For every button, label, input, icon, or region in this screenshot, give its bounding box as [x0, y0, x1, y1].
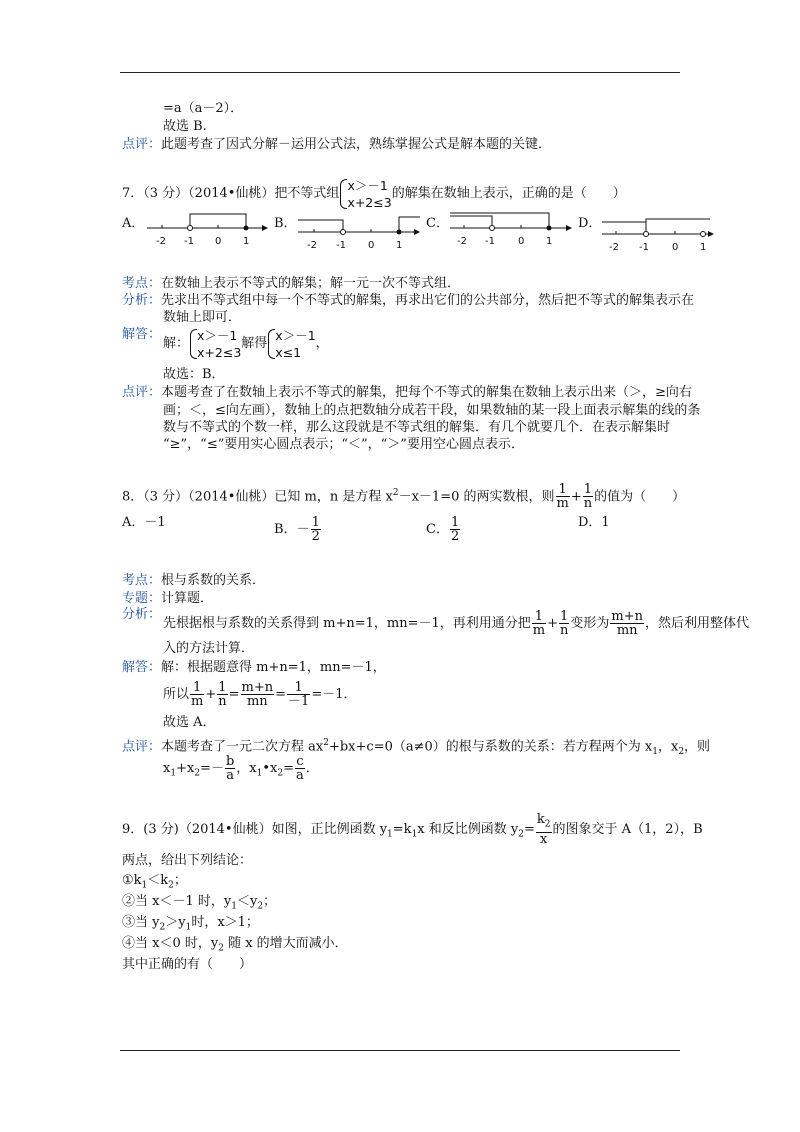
jieda-label: 解答： — [122, 660, 162, 675]
sub: 2 — [678, 746, 685, 757]
frac-1m — [532, 610, 546, 637]
q7-dianping-4: “≥”，“≤”要用实心圆点表示；“＜”，“＞”要用空心圆点表示． — [163, 437, 524, 452]
plus: + — [205, 687, 217, 702]
num: 1 — [218, 680, 227, 695]
q9-stem-post: 的图象交于 A（1，2），B — [552, 822, 703, 837]
tick-label: -2 — [457, 236, 467, 247]
c4a: ④当 x＜0 时，y — [122, 936, 219, 951]
den: n — [218, 694, 227, 709]
axis-arrow — [708, 231, 714, 237]
den: m — [191, 694, 204, 709]
comment-text: 此题考查了因式分解－运用公式法，熟练掌握公式是解本题的关键． — [161, 137, 552, 152]
q9-stem — [122, 812, 703, 853]
q7-dianping-3: 数与不等式的个数一样，那么这段就是不等式组的解集．有几个就要几个．在表示解集时 — [163, 420, 671, 435]
den: n — [560, 623, 569, 638]
open-dot — [490, 226, 495, 231]
q8-jieda-2 — [163, 680, 356, 710]
dp-pre: 本题考查了一元二次方程 ax — [161, 739, 324, 755]
sys-a-2: x+2≤3 — [197, 344, 242, 360]
c4b: 随 x 的增大而减小． — [223, 936, 348, 951]
frac — [450, 516, 460, 543]
solid-dot — [397, 230, 402, 235]
dot: ． — [305, 761, 319, 776]
q8-option-a: A．－1 — [122, 515, 166, 530]
q7-option-b-numberline — [296, 212, 426, 252]
sign: － — [296, 522, 310, 537]
solid-dot — [244, 226, 249, 231]
q7-option-c-numberline — [448, 208, 578, 248]
jieda-label: 解答： — [122, 327, 162, 342]
q8-stem-mid: －x－1=0 的两实数根，则 — [398, 489, 555, 505]
fenxi-text-1: 先求出不等式组中每一个不等式的解集，再求出它们的公共部分，然后把不等式的解集表示在 — [161, 293, 695, 308]
den: a — [296, 768, 304, 783]
tick-label: 1 — [546, 236, 553, 247]
prev-choice: 故选 B. — [163, 119, 207, 134]
q9-conclusion-2 — [122, 893, 276, 916]
q8-option-b — [274, 512, 322, 548]
sys-b-1: x＞－1 — [275, 327, 316, 343]
fenxi-label: 分析： — [122, 293, 162, 308]
kaodian-text: 在数轴上表示不等式的解集；解一元一次不等式组． — [161, 276, 461, 291]
c3c: 时，x＞1； — [191, 915, 259, 930]
num: 1 — [532, 610, 546, 624]
q8-jieda — [122, 659, 386, 677]
c1a: ①k — [122, 873, 142, 888]
num: 1 — [560, 609, 569, 624]
comment-label: 点评： — [122, 137, 162, 152]
q7-choice: 故选：B． — [163, 367, 225, 382]
k: k — [536, 812, 545, 828]
c2a: ②当 x＜－1 时，y — [122, 894, 232, 909]
zhuanti-label: 专题： — [122, 591, 162, 606]
q7-comma: ， — [315, 336, 329, 351]
fx-mid: 变形为 — [570, 616, 610, 631]
dp-post: +bx+c=0（a≠0）的根与系数的关系：若方程两个为 x — [328, 739, 653, 755]
q8-kaodian — [122, 572, 265, 590]
fx-pre: 先根据根与系数的关系得到 m+n=1，mn=－1，再利用通分把 — [163, 616, 531, 631]
q7-option-d-letter: D． — [578, 216, 602, 231]
open-dot — [188, 226, 193, 231]
jieda-text: 解：根据题意得 m+n=1，mn=－1， — [161, 660, 386, 675]
q8-choice: 故选 A． — [163, 715, 216, 730]
open-dot — [341, 230, 346, 235]
num: 1 — [311, 515, 320, 530]
axis-arrow — [566, 225, 572, 231]
q8-frac-1n — [583, 483, 593, 510]
axis-arrow — [262, 225, 268, 231]
res: =－1． — [311, 687, 357, 702]
solid-dot — [547, 226, 552, 231]
q7-solution — [163, 324, 329, 364]
q8-option-c — [426, 512, 461, 548]
den: m — [556, 496, 569, 512]
q9-conclusion-1 — [122, 872, 187, 895]
c1c: ； — [173, 873, 187, 888]
q7-fenxi-2: 数轴上即可． — [163, 310, 242, 325]
sub: 2 — [544, 819, 551, 830]
right-ray — [399, 217, 420, 232]
eq-neg: =－ — [200, 761, 224, 776]
q9-stem-d: = — [523, 822, 535, 837]
bottom-rule — [120, 1050, 680, 1051]
sub: 1 — [141, 880, 148, 891]
q9-stem-c: x 和反比例函数 y — [417, 822, 519, 837]
den: x — [540, 831, 548, 847]
c3a: ③当 y — [122, 915, 160, 930]
den: mn — [246, 694, 268, 709]
den: 2 — [450, 529, 460, 544]
sub: 2 — [194, 768, 201, 779]
q9-final: 其中正确的有（ ） — [122, 957, 253, 972]
open-dot — [701, 232, 706, 237]
q7-option-c-letter: C． — [426, 216, 449, 231]
tick-label: -2 — [307, 240, 317, 251]
num — [536, 813, 552, 833]
sub: 2 — [168, 880, 174, 891]
sub: 2 — [159, 922, 166, 933]
sub: 1 — [652, 746, 658, 757]
frac — [311, 516, 321, 543]
q9-stem-pre: 9．(3 分)（2014•仙桃）如图，正比例函数 y — [122, 822, 388, 837]
frac-1n — [559, 610, 569, 637]
plus-x: +x — [176, 761, 195, 776]
q7-jieda-label — [122, 326, 161, 344]
q7-option-b-letter: B． — [274, 216, 297, 231]
zhuanti-text: 计算题． — [161, 591, 214, 606]
kaodian-label: 考点： — [122, 276, 162, 291]
tick-label: -2 — [609, 242, 619, 253]
letter: B． — [274, 522, 297, 537]
q7-option-d-numberline — [600, 214, 720, 254]
c2b: ＜y — [236, 894, 258, 909]
letter: C． — [426, 522, 449, 537]
comma-x: ，x — [236, 761, 257, 776]
q8-stem-pre: 8．（3 分）（2014•仙桃）已知 m，n 是方程 x — [122, 489, 393, 505]
frac-mn — [610, 610, 644, 637]
dianping-text-1: 本题考查了在数轴上表示不等式的解集，把每个不等式的解集在数轴上表示出来（＞，≥向右 — [161, 385, 692, 400]
num: m+n — [611, 609, 643, 624]
q7-fenxi — [122, 292, 694, 310]
right-bracket — [646, 219, 710, 234]
tick-label: 0 — [368, 240, 375, 251]
q8-fenxi-2: 入的方法计算． — [163, 641, 255, 656]
q9-conclusion-4 — [122, 935, 348, 958]
c3b: ＞y — [165, 915, 186, 930]
dot-x: •x — [262, 761, 278, 776]
frac-neg — [287, 681, 310, 708]
q8-fenxi-1 — [163, 609, 749, 639]
dianping-label: 点评： — [122, 739, 162, 755]
solution-bracket — [450, 213, 549, 228]
tick-label: -1 — [184, 236, 194, 247]
tick-label: 0 — [215, 236, 222, 247]
q8-option-d: D．1 — [578, 515, 610, 530]
den: n — [583, 496, 593, 512]
tick-label: 1 — [700, 242, 707, 253]
suoyi: 所以 — [163, 687, 190, 702]
q8-dianping-2 — [163, 754, 319, 789]
q9-line-2: 两点，给出下列结论： — [122, 853, 253, 868]
fenxi-label: 分析： — [122, 607, 162, 622]
c1b: ＜k — [147, 873, 169, 888]
tick-label: 1 — [243, 236, 250, 247]
sys-b-2: x≤1 — [275, 344, 302, 360]
q7-dianping-2: 画；＜，≤向左画），数轴上的点把数轴分成若干段，如果数轴的某一段上面表示解集的线的条 — [163, 403, 701, 418]
tick-label: 1 — [396, 240, 403, 251]
tick-label: -2 — [156, 236, 166, 247]
den: m — [532, 623, 546, 638]
plus: + — [570, 489, 582, 505]
q7-kaodian — [122, 275, 460, 293]
dianping-label: 点评： — [122, 385, 162, 400]
sub: 1 — [231, 901, 237, 912]
q8-frac-1m — [556, 483, 570, 510]
ze: ，则 — [684, 739, 711, 755]
num: 1 — [583, 482, 593, 498]
q7-dianping — [122, 384, 692, 402]
sub: 2 — [257, 901, 264, 912]
left-bracket — [602, 222, 646, 234]
kaodian-label: 考点： — [122, 573, 162, 588]
q7-sys-2: x+2≤3 — [347, 194, 392, 210]
left-ray — [298, 220, 343, 232]
tick-label: 0 — [518, 236, 525, 247]
q9-conclusion-3 — [122, 914, 259, 937]
num: 1 — [287, 681, 310, 695]
eq: = — [228, 687, 240, 702]
tick-label: -1 — [336, 240, 346, 251]
tick-label: -1 — [639, 242, 649, 253]
q8-stem-post: 的值为（ ） — [594, 489, 686, 505]
num: c — [296, 754, 304, 769]
q7-stem-post: 的解集在数轴上表示，正确的是（ ） — [391, 186, 626, 201]
x: x — [163, 761, 171, 776]
sub: 1 — [170, 768, 177, 779]
q7-sys-1: x＞－1 — [347, 177, 388, 193]
q7-jiede: 解得 — [241, 336, 268, 351]
q7-option-a-letter: A． — [122, 216, 145, 231]
num: b — [225, 754, 235, 769]
den: －1 — [288, 694, 310, 709]
num: 1 — [450, 515, 460, 530]
tick-label: 0 — [672, 242, 679, 253]
num: 1 — [190, 681, 204, 695]
axis-arrow — [414, 229, 420, 235]
sys-a-1: x＞－1 — [197, 327, 238, 343]
q8-sup: 2 — [392, 488, 399, 498]
sub: 2 — [518, 829, 524, 840]
frac-1m — [190, 681, 204, 708]
open-dot — [644, 232, 649, 237]
q9-frac-k2x — [536, 813, 552, 846]
q7-jie: 解： — [163, 336, 190, 351]
sub: 2 — [277, 768, 284, 779]
num: 1 — [556, 483, 570, 497]
prev-line: =a（a－2）． — [163, 101, 244, 116]
den: a — [226, 768, 234, 783]
q8-stem — [122, 478, 685, 512]
q7-option-a-numberline — [142, 208, 272, 248]
eq: = — [275, 687, 287, 702]
q9-stem-b: =k — [392, 822, 412, 837]
sup: 2 — [323, 738, 329, 748]
fx-post: ，然后利用整体代 — [644, 616, 749, 631]
left-bracket — [450, 216, 492, 228]
frac-ba — [225, 755, 235, 782]
q7-inequality-system — [339, 177, 391, 211]
plus: + — [547, 616, 558, 631]
frac-ca — [295, 755, 305, 782]
q7-solution-system-b — [267, 327, 315, 361]
sub: 2 — [218, 943, 224, 954]
q8-fenxi-label — [122, 606, 161, 624]
sub: 1 — [256, 768, 263, 779]
den: 2 — [311, 529, 320, 544]
sub: 1 — [185, 922, 192, 933]
c2c: ； — [263, 894, 277, 909]
frac-mn — [241, 681, 275, 708]
sub: 1 — [387, 829, 393, 840]
q7-solution-system-a — [189, 327, 241, 361]
top-rule — [120, 72, 680, 73]
frac-1n — [217, 681, 227, 708]
prev-comment — [122, 136, 551, 154]
sub: 1 — [411, 829, 418, 840]
den: mn — [616, 623, 638, 638]
kaodian-text: 根与系数的关系． — [161, 573, 266, 588]
num: m+n — [241, 680, 274, 695]
comma: ，x — [657, 739, 679, 755]
q7-stem-pre: 7．（3 分）（2014•仙桃）把不等式组 — [122, 186, 340, 201]
tick-label: -1 — [485, 236, 495, 247]
eq: = — [283, 761, 294, 776]
